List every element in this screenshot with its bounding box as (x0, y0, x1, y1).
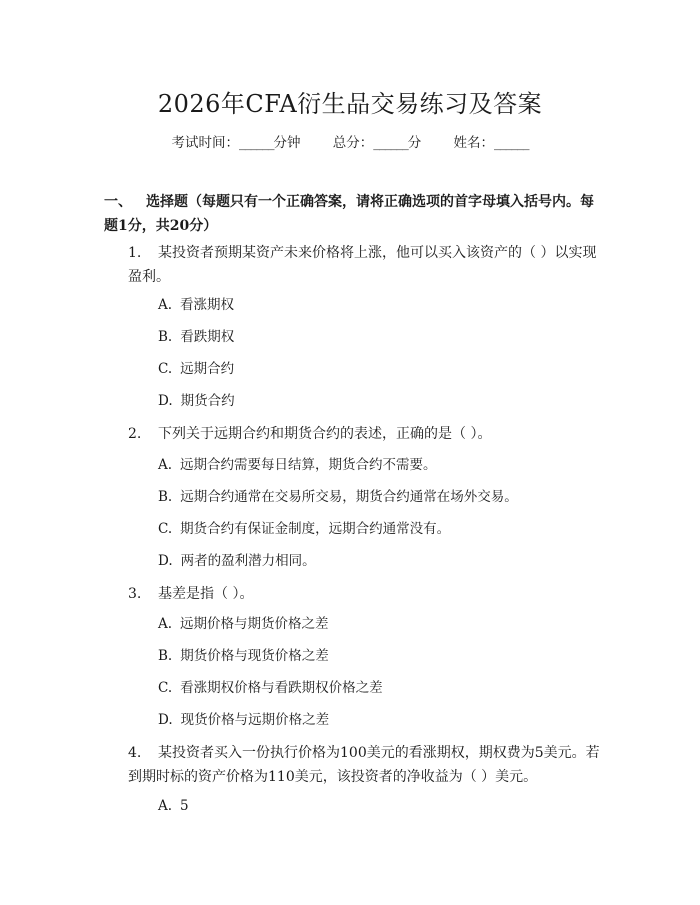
question-number: 1. (128, 245, 142, 261)
option-text: 期货合约 (180, 393, 235, 409)
total-score-unit: 分 (407, 135, 422, 151)
option-text: 现货价格与远期价格之差 (180, 712, 330, 728)
total-score-label: 总分： (332, 135, 374, 151)
option-letter: A. (158, 798, 173, 814)
question-3-option-a (158, 614, 329, 634)
option-letter: C. (158, 680, 173, 696)
option-letter: A. (158, 297, 173, 313)
section-number: 一、 (104, 194, 132, 210)
question-1 (128, 241, 600, 289)
option-letter: B. (158, 648, 173, 664)
option-text: 远期合约需要每日结算，期货合约不需要。 (180, 457, 437, 473)
total-score-field (333, 135, 422, 151)
question-4-option-a (158, 796, 189, 816)
section-heading (104, 190, 600, 238)
question-1-option-c (158, 359, 234, 379)
question-number: 2. (128, 426, 142, 442)
question-text: 某投资者买入一份执行价格为100美元的看涨期权，期权费为5美元。若到期时标的资产价格为110美元，该投资者的净收益为（ ）美元。 (128, 745, 600, 785)
question-text: 下列关于远期合约和期货合约的表述，正确的是（ ）。 (158, 426, 492, 442)
option-letter: D. (158, 553, 173, 569)
option-letter: B. (158, 329, 173, 345)
option-letter: D. (158, 393, 173, 409)
option-text: 期货合约有保证金制度，远期合约通常没有。 (180, 521, 451, 537)
question-3-option-b (158, 646, 329, 666)
option-text: 两者的盈利潜力相同。 (180, 553, 316, 569)
option-letter: A. (158, 616, 173, 632)
question-1-option-d (158, 391, 235, 411)
option-text: 看涨期权价格与看跌期权价格之差 (180, 680, 383, 696)
question-number: 4. (128, 745, 142, 761)
exam-meta (0, 131, 700, 151)
option-text: 看跌期权 (180, 329, 235, 345)
option-letter: C. (158, 521, 173, 537)
question-2-option-b (158, 487, 518, 507)
question-3-option-c (158, 678, 383, 698)
option-text: 看涨期权 (180, 297, 235, 313)
question-2-option-c (158, 519, 450, 539)
student-name-blank: ______ (494, 135, 529, 151)
exam-time-unit: 分钟 (273, 135, 301, 151)
option-text: 5 (180, 798, 189, 814)
option-letter: D. (158, 712, 173, 728)
question-2 (128, 422, 600, 446)
option-letter: A. (158, 457, 173, 473)
question-4 (128, 741, 600, 789)
option-text: 期货价格与现货价格之差 (180, 648, 329, 664)
option-letter: C. (158, 361, 173, 377)
question-1-option-a (158, 295, 234, 315)
exam-time-label: 考试时间： (171, 135, 239, 151)
question-text: 基差是指（ ）。 (158, 586, 254, 602)
exam-time-field (171, 135, 300, 151)
question-3-option-d (158, 710, 329, 730)
student-name-field (454, 135, 529, 151)
document-title: 2026年CFA衍生品交易练习及答案 (157, 90, 543, 118)
student-name-label: 姓名： (453, 135, 495, 151)
option-text: 远期合约通常在交易所交易，期货合约通常在场外交易。 (180, 489, 518, 505)
option-text: 远期价格与期货价格之差 (180, 616, 329, 632)
section-instructions: 选择题（每题只有一个正确答案，请将正确选项的首字母填入括号内。每题1分，共20分） (104, 194, 594, 234)
question-text: 某投资者预期某资产未来价格将上涨，他可以买入该资产的（ ）以实现盈利。 (128, 245, 597, 285)
exam-time-blank: ______ (238, 135, 274, 151)
question-3 (128, 582, 600, 606)
question-number: 3. (128, 586, 142, 602)
total-score-blank: ______ (373, 135, 408, 151)
question-2-option-d (158, 551, 316, 571)
question-1-option-b (158, 327, 234, 347)
question-2-option-a (158, 455, 437, 475)
option-letter: B. (158, 489, 173, 505)
option-text: 远期合约 (180, 361, 235, 377)
